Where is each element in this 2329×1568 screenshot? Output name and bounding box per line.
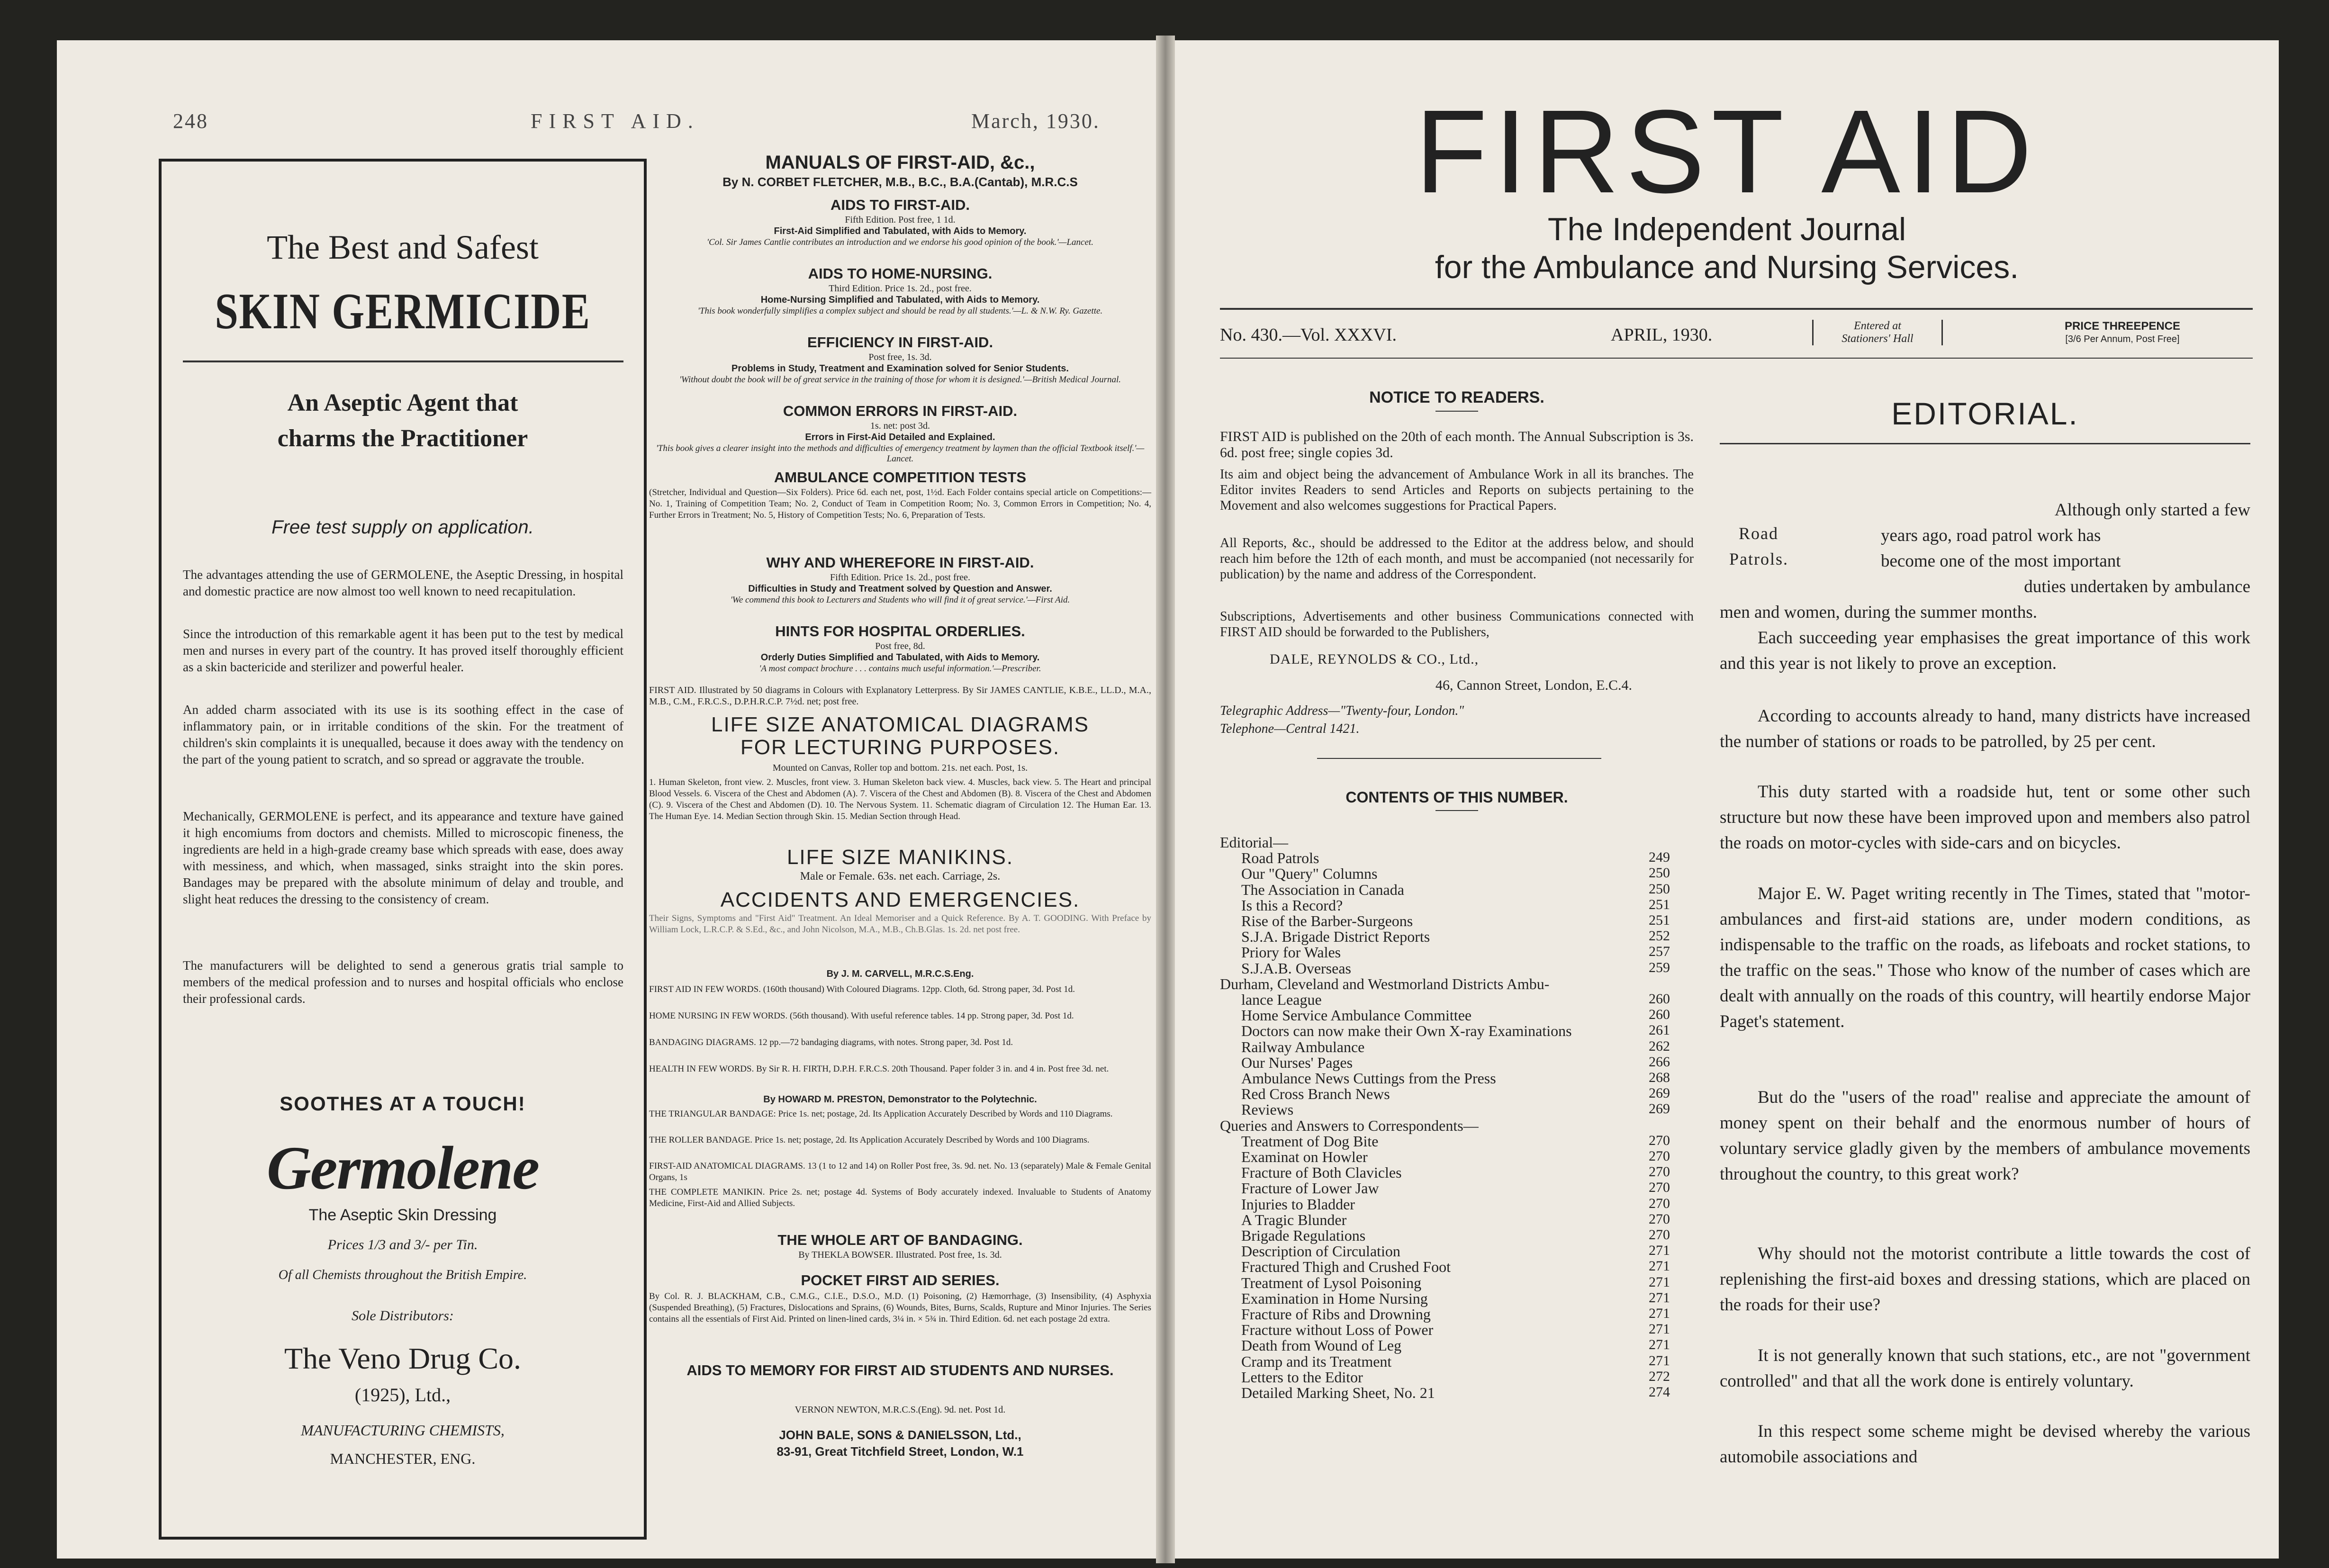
contents-rule [1435, 810, 1478, 811]
left-page [57, 40, 1156, 1559]
toc-page-number: 270 [1649, 1227, 1670, 1243]
toc-entry: Treatment of Dog Bite [1241, 1132, 1379, 1150]
toc-page-number: 269 [1649, 1085, 1670, 1101]
manual-quote: 'Col. Sir James Cantlie contributes an introduction and we endorse his good opinion of the book.'—Lancet. [707, 237, 1093, 247]
toc-entry: Doctors can now make their Own X-ray Examinations [1241, 1022, 1572, 1040]
toc-entry: Our "Query" Columns [1241, 865, 1378, 883]
toc-page-number: 271 [1649, 1352, 1670, 1369]
notice-paragraph-2: Its aim and object being the advancement of Ambulance Work in all its branches. The Editor invites Readers to send Articles and Reports on subjects pertaining to the Movement and also welcomes suggestions for Practical Papers. [1220, 467, 1694, 513]
toc-page-number: 268 [1649, 1070, 1670, 1085]
toc-page-number: 260 [1649, 1007, 1670, 1023]
manual-body: (Stretcher, Individual and Question—Six Folders). Price 6d. each net, post, 1½d. Each Folder contains special article on Competitions:—No. 1, Training of Competition Team; No. 2, Conduct of Team in Competition Room; No. 3, Common Errors in Competition; No. 4, Further Errors in Treatment; No. 5, History of Competition Tests; No. 6, Preparation of Tests. [649, 487, 1151, 520]
manual-line: Errors in First-Aid Detailed and Explained. [805, 432, 995, 442]
ad-city: MANCHESTER, ENG. [330, 1450, 476, 1467]
toc-entry: S.J.A.B. Overseas [1241, 959, 1351, 977]
ad-company: The Veno Drug Co. [284, 1342, 522, 1375]
ad-prices: Prices 1/3 and 3/- per Tin. [327, 1237, 478, 1253]
toc-page-number: 271 [1649, 1258, 1670, 1274]
notice-title: NOTICE TO READERS. [1369, 388, 1544, 406]
toc-entry: Ambulance News Cuttings from the Press [1241, 1070, 1496, 1087]
masthead-rule-top [1220, 308, 2253, 310]
ad-paragraph-4: Mechanically, GERMOLENE is perfect, and its appearance and texture have gained it high encomiums from doctors and chemists. Milled to microscopic fineness, the ingredients are held in a high-grade creamy base which spreads with ease, does away with messiness, and which, when massaged, sinks straight into the skin pores. Bandages may be prepared with the absolute minimum of delay and trouble, and slight heat reduces the dressing to the consistency of cream. [183, 809, 623, 906]
publisher-name: JOHN BALE, SONS & DANIELSSON, Ltd., [779, 1428, 1021, 1442]
manual-quote: 'We commend this book to Lecturers and Students who will find it of great service.'—First Aid. [730, 595, 1070, 605]
editorial-paragraph: According to accounts already to hand, many districts have increased the number of stations or roads to be patrolled, by 25 per cent. [1720, 706, 2250, 751]
toc-entry: Rise of the Barber-Surgeons [1241, 912, 1413, 929]
manual-line: Fifth Edition. Post free, 1 1d. [845, 215, 956, 225]
manual-title: AIDS TO FIRST-AID. [830, 197, 970, 213]
editorial-paragraph: But do the "users of the road" realise and appreciate the amount of money spent on their behalf and the enormous number of hours of voluntary service gladly given by the members of ambulance movements throughout the country, to this great work? [1720, 1088, 2250, 1184]
ad-paragraph-1: The advantages attending the use of GERMOLENE, the Aseptic Dressing, in hospital and domestic practice are now almost too well known to need recapitulation. [183, 568, 623, 598]
ad-product-title: SKIN GERMICIDE [215, 283, 591, 340]
toc-page-number: 259 [1649, 959, 1670, 975]
manual-quote: 'A most compact brochure . . . contains much useful information.'—Prescriber. [759, 664, 1041, 674]
masthead-subtitle-2: for the Ambulance and Nursing Services. [1435, 249, 2019, 285]
ad-chemists: Of all Chemists throughout the British Empire. [278, 1268, 527, 1282]
toc-entry: Fracture without Loss of Power [1241, 1321, 1434, 1339]
editorial-paragraph: Major E. W. Paget writing recently in The Times, stated that "motor-ambulances and first-aid stations are, under modern conditions, as indispensable to the traffic on the roads, as lifeboats and rocket stations, to the traffic on the seas." Those who know of the number of cases which are dealt with annually on the roads of this country, will heartily endorse Major Paget's statement. [1720, 884, 2250, 1031]
toc-entry: A Tragic Blunder [1241, 1211, 1347, 1228]
toc-page-number: 250 [1649, 865, 1670, 881]
carvell-item: BANDAGING DIAGRAMS. 12 pp.—72 bandaging diagrams, with notes. Strong paper, 3d. Post 1d. [649, 1037, 1013, 1047]
notice-paragraph-1: FIRST AID is published on the 20th of each month. The Annual Subscription is 3s. 6d. post free; single copies 3d. [1220, 429, 1694, 460]
manual-line: Third Edition. Price 1s. 2d., post free. [829, 283, 972, 294]
toc-page-number: 252 [1649, 928, 1670, 944]
issue-date: APRIL, 1930. [1611, 325, 1713, 345]
diagram-list: 1. Human Skeleton, front view. 2. Muscles, front view. 3. Human Skeleton back view. 4. Muscles, back view. 5. The Heart and principal Blood Vessels. 6. Viscera of the Chest and Abdomen (A). 7. Viscera of the Chest and Abdomen (B). 8. Viscera of the Chest and Abdomen (C). 9. Viscera of the Chest and Abdomen (D). 10. The Nervous System. 11. Schematic diagram of Circulation 12. The Human Ear. 13. The Human Eye. 14. Median Section through Skin. 15. Median Section through Head. [649, 777, 1151, 821]
toc-entry: Fracture of Ribs and Drowning [1241, 1306, 1431, 1323]
first-aid-cantlie: FIRST AID. Illustrated by 50 diagrams in Colours with Explanatory Letterpress. By Sir JAMES CANTLIE, K.B.E., LL.D., M.A., M.B., C.M., F.R.C.S., D.P.H.R.C.P. 7½d. net; post free. [649, 685, 1151, 707]
editorial-title: EDITORIAL. [1891, 396, 2079, 431]
life-size-manikins: LIFE SIZE MANIKINS. [786, 846, 1014, 869]
running-title: FIRST AID. [531, 109, 700, 133]
toc-page-number: 271 [1649, 1337, 1670, 1353]
masthead-subtitle-1: The Independent Journal [1547, 211, 1906, 247]
manual-line: Fifth Edition. Price 1s. 2d., post free. [830, 572, 971, 583]
preston-byline: By HOWARD M. PRESTON, Demonstrator to the Polytechnic. [763, 1094, 1037, 1105]
notice-rule [1435, 411, 1478, 412]
toc-page-number: 270 [1649, 1211, 1670, 1227]
manual-title: HINTS FOR HOSPITAL ORDERLIES. [775, 623, 1025, 640]
manual-quote: 'This book wonderfully simplifies a complex subject and should be read by all students.'—L. & N.W. Ry. Gazette. [697, 306, 1103, 316]
ad-sole-distributors: Sole Distributors: [352, 1308, 454, 1324]
toc-page-number: 274 [1649, 1384, 1670, 1400]
preston-item: THE COMPLETE MANIKIN. Price 2s. net; postage 4d. Systems of Body accurately indexed. Invaluable to Students of Anatomy Medicine, First-Aid and Allied Subjects. [649, 1187, 1151, 1208]
toc-entry: Priory for Wales [1241, 944, 1341, 961]
vernon-newton: VERNON NEWTON, M.R.C.S.(Eng). 9d. net. Post 1d. [794, 1405, 1006, 1415]
masthead-rule-bottom [1220, 358, 2253, 359]
toc-page-number: 272 [1649, 1368, 1670, 1384]
toc-entry: Durham, Cleveland and Westmorland Districts Ambu- [1220, 975, 1550, 992]
book-gutter [1156, 36, 1175, 1563]
telegraphic-address: Telegraphic Address—"Twenty-four, London." [1220, 703, 1464, 718]
toc-entry: Death from Wound of Leg [1241, 1337, 1402, 1354]
toc-entry: Letters to the Editor [1241, 1368, 1363, 1386]
manual-line: Difficulties in Study and Treatment solved by Question and Answer. [748, 584, 1052, 594]
side-heading-patrols: Patrols. [1729, 550, 1789, 568]
manikins-price: Male or Female. 63s. net each. Carriage, 2s. [800, 870, 1001, 883]
toc-page-number: 251 [1649, 896, 1670, 912]
editorial-paragraph: Each succeeding year emphasises the great importance of this work and this year is not likely to prove an exception. [1720, 628, 2250, 673]
pocket-series-body: By Col. R. J. BLACKHAM, C.B., C.M.G., C.I.E., D.S.O., M.D. (1) Poisoning, (2) Hæmorrhage, (3) Insensibility, (4) Asphyxia (Suspended Breathing), (5) Fractures, Dislocations and Sprains, (6) Wounds, Bites, Burns, Scalds, Rupture and Minor Injuries. The Series contains all the essentials of First Aid. Printed on linen-lined cards, 3¼ in. × 5¾ in. Third Edition. 6d. net each postage 2d extra. [649, 1291, 1151, 1324]
mounted-on-canvas: Mounted on Canvas, Roller top and bottom. 21s. net each. Post, 1s. [772, 763, 1028, 773]
ad-divider [183, 360, 623, 362]
contents-title: CONTENTS OF THIS NUMBER. [1345, 789, 1568, 806]
carvell-item: FIRST AID IN FEW WORDS. (160th thousand) With Coloured Diagrams. 12pp. Cloth, 6d. Strong paper, 3d. Post 1d. [649, 984, 1075, 994]
toc-entry: Our Nurses' Pages [1241, 1054, 1353, 1071]
editorial-paragraph: It is not generally known that such stations, etc., are not "government controlled" and that all the work done is entirely voluntary. [1720, 1346, 2250, 1391]
notice-paragraph-3: All Reports, &c., should be addressed to the Editor at the address below, and should reach him before the 12th of each month, and must be accompanied (not necessarily for publication) by the name and address of the Correspondent. [1220, 536, 1694, 582]
toc-page-number: 260 [1649, 991, 1670, 1007]
price: PRICE THREEPENCE [2064, 320, 2181, 333]
toc-page-number: 269 [1649, 1101, 1670, 1117]
manual-line: Home-Nursing Simplified and Tabulated, with Aids to Memory. [760, 295, 1040, 305]
editorial-paragraph: Why should not the motorist contribute a little towards the cost of replenishing the first-aid boxes and dressing stations, which are placed on the roads for their use? [1720, 1244, 2250, 1315]
toc-entry: Red Cross Branch News [1241, 1085, 1390, 1103]
entered-at: Entered at [1854, 320, 1901, 332]
telephone: Telephone—Central 1421. [1220, 721, 1360, 736]
editorial-line: duties undertaken by ambulance [2024, 577, 2250, 596]
manual-title: COMMON ERRORS IN FIRST-AID. [783, 403, 1018, 419]
toc-page-number: 257 [1649, 944, 1670, 960]
notice-paragraph-4: Subscriptions, Advertisements and other business Communications connected with FIRST AID should be forwarded to the Publishers, [1220, 609, 1694, 640]
side-heading-road: Road [1739, 524, 1778, 543]
toc-entry: Description of Circulation [1241, 1243, 1400, 1260]
toc-entry: Treatment of Lysol Poisoning [1241, 1274, 1422, 1291]
toc-entry: Is this a Record? [1241, 896, 1343, 914]
toc-page-number: 249 [1649, 849, 1670, 865]
right-page [1175, 40, 2279, 1559]
page-date: March, 1930. [971, 109, 1100, 133]
ad-free-test: Free test supply on application. [271, 517, 534, 538]
toc-page-number: 266 [1649, 1054, 1670, 1070]
ad-paragraph-2: Since the introduction of this remarkable agent it has been put to the test by medical men and nurses in every part of the country. It has proved itself thoroughly efficient as a skin bactericide and sterilizer and powerful healer. [183, 627, 623, 674]
ad-manufacturing: MANUFACTURING CHEMISTS, [301, 1422, 505, 1439]
manual-line: Orderly Duties Simplified and Tabulated, with Aids to Memory. [760, 652, 1040, 663]
ad-tagline-1: An Aseptic Agent that [287, 389, 518, 416]
manual-line: Post free, 8d. [875, 641, 925, 651]
toc-page-number: 251 [1649, 912, 1670, 928]
manual-quote: 'This book gives a clearer insight into the methods and difficulties of emergency treatment by laymen than the official Textbook itself.'—Lancet. [656, 443, 1145, 464]
toc-entry: lance League [1241, 991, 1322, 1008]
editorial-paragraph: This duty started with a roadside hut, tent or some other such structure but now these have been improved upon and members also patrol the roads on motor-cycles with side-cars and on bicycles. [1720, 782, 2250, 853]
preston-item: THE ROLLER BANDAGE. Price 1s. net; postage, 2d. Its Application Accurately Described by Words and 100 Diagrams. [649, 1135, 1090, 1145]
price-annum: [3/6 Per Annum, Post Free] [2065, 334, 2180, 344]
ad-headline: The Best and Safest [267, 228, 539, 266]
toc-entry: Railway Ambulance [1241, 1038, 1365, 1055]
editorial-line: Although only started a few [2054, 500, 2250, 520]
issue-number: No. 430.—Vol. XXXVI. [1220, 325, 1397, 345]
publisher-address: 83-91, Great Titchfield Street, London, W.1 [776, 1444, 1024, 1459]
carvell-item: HOME NURSING IN FEW WORDS. (56th thousand). With useful reference tables. 14 pp. Strong paper, 3d. Post 1d. [649, 1011, 1074, 1021]
manual-line: First-Aid Simplified and Tabulated, with Aids to Memory. [774, 226, 1027, 236]
carvell-byline: By J. M. CARVELL, M.R.C.S.Eng. [826, 969, 974, 979]
toc-page-number: 262 [1649, 1038, 1670, 1054]
stationers-hall [1812, 320, 1943, 345]
preston-item: THE TRIANGULAR BANDAGE: Price 1s. net; postage, 2d. Its Application Accurately Described by Words and 110 Diagrams. [649, 1109, 1113, 1119]
toc-entry: Brigade Regulations [1241, 1227, 1366, 1244]
manual-line: 1s. net: post 3d. [870, 421, 930, 431]
toc-entry: Reviews [1241, 1101, 1294, 1118]
toc-entry: Fracture of Both Clavicles [1241, 1164, 1402, 1181]
bowser-byline: By THEKLA BOWSER. Illustrated. Post free, 1s. 3d. [798, 1250, 1002, 1260]
toc-page-number: 270 [1649, 1132, 1670, 1148]
lecturing-purposes: FOR LECTURING PURPOSES. [740, 736, 1060, 759]
germolene-advertisement [159, 159, 647, 1540]
manual-line: Post free, 1s. 3d. [868, 352, 932, 362]
masthead: FIRST AID [1415, 85, 2039, 217]
notice-publisher: DALE, REYNOLDS & CO., Ltd., [1270, 651, 1479, 667]
manual-title: AIDS TO HOME-NURSING. [808, 265, 993, 282]
toc-page-number: 270 [1649, 1195, 1670, 1211]
preston-item: FIRST-AID ANATOMICAL DIAGRAMS. 13 (1 to 12 and 14) on Roller Post free, 3s. 9d. net. No. 13 (separately) Male & Female Genital Organs, 1s [649, 1161, 1151, 1182]
toc-entry: Queries and Answers to Correspondents— [1220, 1117, 1479, 1134]
toc-entry: Detailed Marking Sheet, No. 21 [1241, 1384, 1435, 1401]
toc-entry: Injuries to Bladder [1241, 1195, 1355, 1213]
ad-logo-sub: The Aseptic Skin Dressing [308, 1206, 497, 1224]
germolene-logo: Germolene [266, 1134, 539, 1202]
toc-page-number: 271 [1649, 1321, 1670, 1337]
toc-page-number: 271 [1649, 1274, 1670, 1290]
life-size-diagrams: LIFE SIZE ANATOMICAL DIAGRAMS [711, 713, 1089, 736]
editorial-paragraph: men and women, during the summer months. [1720, 603, 2038, 622]
manual-title: EFFICIENCY IN FIRST-AID. [807, 334, 993, 351]
ad-company-2: (1925), Ltd., [354, 1384, 451, 1406]
toc-entry: Cramp and its Treatment [1241, 1352, 1392, 1370]
accidents-body: Their Signs, Symptoms and "First Aid" Treatment. An Ideal Memoriser and a Quick Reference. By A. T. GOODING. With Preface by William Lock, L.R.C.P. & S.Ed., &c., and John Nicolson, M.A., M.B., Ch.B.Glas. 1s. 2d. net post free. [649, 913, 1151, 935]
toc-page-number: 270 [1649, 1148, 1670, 1164]
accidents-emergencies: ACCIDENTS AND EMERGENCIES. [720, 888, 1080, 911]
toc-entry: Examination in Home Nursing [1241, 1289, 1428, 1307]
manual-title: AMBULANCE COMPETITION TESTS [774, 469, 1027, 486]
manual-line: Problems in Study, Treatment and Examination solved for Senior Students. [731, 363, 1069, 374]
whole-art-bandaging: THE WHOLE ART OF BANDAGING. [777, 1232, 1023, 1248]
manuals-byline: By N. CORBET FLETCHER, M.B., B.C., B.A.(Cantab), M.R.C.S [722, 175, 1078, 189]
health-few-words: HEALTH IN FEW WORDS. By Sir R. H. FIRTH, D.P.H. F.R.C.S. 20th Thousand. Paper folder 3 in. and 4 in. Post free 3d. net. [649, 1064, 1109, 1074]
manuals-title: MANUALS OF FIRST-AID, &c., [765, 152, 1035, 173]
manual-title: WHY AND WHEREFORE IN FIRST-AID. [766, 554, 1034, 571]
stationers-hall-label: Stationers' Hall [1842, 333, 1914, 345]
toc-entry: Road Patrols [1241, 849, 1319, 867]
editorial-paragraph: In this respect some scheme might be devised whereby the various automobile associations and [1720, 1422, 2250, 1467]
ad-soothes: SOOTHES AT A TOUCH! [280, 1092, 526, 1115]
ad-paragraph-3: An added charm associated with its use is its soothing effect in the case of inflammatory pain, or in irritable conditions of the skin. For the treatment of children's skin complaints it is unequalled, because it does away with the tendency on the part of the young patient to scratch, and so spread or aggravate the trouble. [183, 703, 623, 766]
toc-entry: S.J.A. Brigade District Reports [1241, 928, 1430, 946]
ad-tagline-2: charms the Practitioner [277, 425, 528, 452]
toc-entry: Fracture of Lower Jaw [1241, 1180, 1379, 1197]
page-number: 248 [173, 109, 208, 133]
toc-page-number: 271 [1649, 1306, 1670, 1321]
editorial-opening [1881, 497, 2250, 600]
toc-page-number: 261 [1649, 1022, 1670, 1038]
toc-entry: Fractured Thigh and Crushed Foot [1241, 1258, 1451, 1276]
toc-page-number: 271 [1649, 1243, 1670, 1259]
toc-entry: Editorial— [1220, 834, 1288, 851]
toc-entry: Examinat on Howler [1241, 1148, 1368, 1165]
toc-entry: The Association in Canada [1241, 881, 1404, 898]
toc-page-number: 270 [1649, 1180, 1670, 1196]
editorial-line: become one of the most important [1881, 551, 2121, 571]
toc-page-number: 271 [1649, 1289, 1670, 1306]
toc-entry: Home Service Ambulance Committee [1241, 1007, 1472, 1024]
toc-page-number: 270 [1649, 1164, 1670, 1180]
editorial-line: years ago, road patrol work has [1881, 526, 2101, 545]
pocket-series: POCKET FIRST AID SERIES. [801, 1272, 1000, 1289]
ad-paragraph-5: The manufacturers will be delighted to send a generous gratis trial sample to members of the medical profession and to nurses and hospital officials who enclose their professional cards. [183, 958, 623, 1006]
notice-address: 46, Cannon Street, London, E.C.4. [1435, 677, 1632, 693]
toc-page-number: 250 [1649, 881, 1670, 897]
editorial-rule [1720, 443, 2250, 444]
notice-end-rule [1317, 758, 1601, 759]
aids-to-memory: AIDS TO MEMORY FOR FIRST AID STUDENTS AND NURSES. [686, 1362, 1114, 1379]
manual-quote: 'Without doubt the book will be of great service in the training of those for whom it is designed.'—British Medical Journal. [679, 375, 1121, 385]
